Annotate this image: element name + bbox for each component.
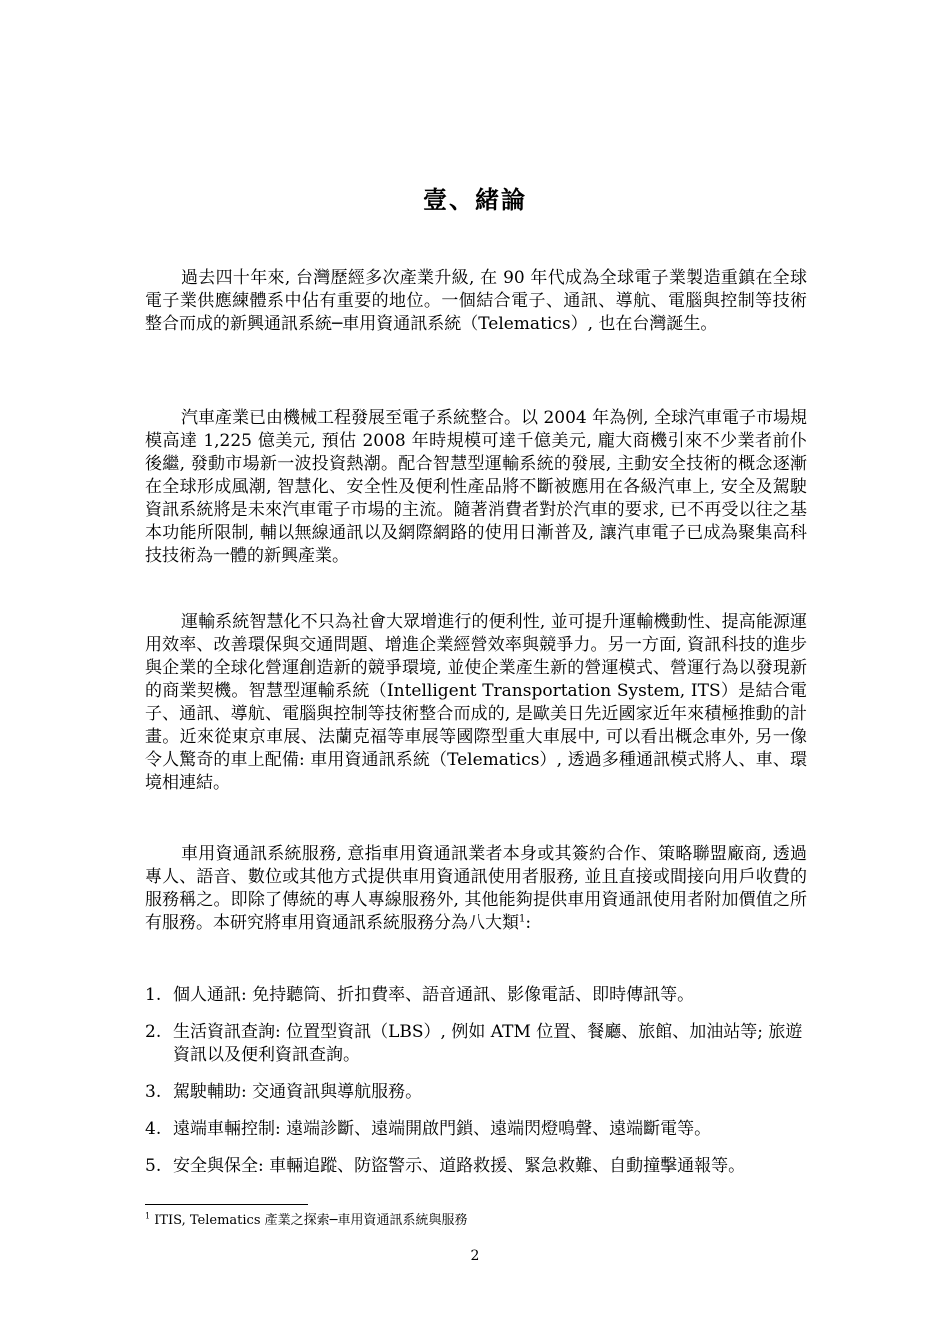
list-item	[145, 1118, 807, 1141]
list-item	[145, 1021, 807, 1067]
list-item-text: 生活資訊查詢: 位置型資訊（LBS）, 例如 ATM 位置、餐廳、旅館、加油站等; 旅遊資訊以及便利資訊查詢。	[173, 1022, 803, 1065]
footnote-reference[interactable]: 1	[519, 913, 526, 925]
paragraph-3: 運輸系統智慧化不只為社會大眾增進行的便利性, 並可提升運輸機動性、提高能源運用效率、改善環保與交通問題、增進企業經營效率與競爭力。另一方面, 資訊科技的進步與企業的全球化營運創造新的競爭環境, 並使企業產生新的營運模式、營運行為以發現新的商業契機。智慧型運輸系統（Intelligent Transportation System, ITS）是結合電子、通訊、導航、電腦與控制等技術整合而成的, 是歐美日先近國家近年來積極推動的計畫。近來從東京車展、法蘭克福等車展等國際型重大車展中, 可以看出概念車外, 另一像令人驚奇的車上配備: 車用資通訊系統（Telematics）, 透過多種通訊模式將人、車、環境相連結。	[145, 612, 807, 793]
list-item-text: 個人通訊: 免持聽筒、折扣費率、語音通訊、影像電話、即時傳訊等。	[173, 985, 695, 1005]
section-title: 壹、緒論	[423, 185, 527, 214]
paragraph-1: 過去四十年來, 台灣歷經多次產業升級, 在 90 年代成為全球電子業製造重鎮在全球電子業供應練體系中佔有重要的地位。一個結合電子、通訊、導航、電腦與控制等技術整合而成的新興通訊系統─車用資通訊系統（Telematics）, 也在台灣誕生。	[145, 268, 807, 334]
list-item-number: 1.	[145, 985, 162, 1005]
footnote-text: ITIS, Telematics 產業之探索─車用資通訊系統與服務	[154, 1213, 468, 1228]
list-item-text: 安全與保全: 車輛追蹤、防盜警示、道路救援、緊急救難、自動撞擊通報等。	[173, 1156, 746, 1176]
page-number: 2	[470, 1248, 480, 1264]
paragraph-4	[145, 843, 807, 935]
list-item	[145, 984, 807, 1007]
list-item-text: 遠端車輛控制: 遠端診斷、遠端開啟門鎖、遠端閃燈鳴聲、遠端斷電等。	[173, 1119, 712, 1139]
list-item-number: 4.	[145, 1119, 162, 1139]
footnote	[145, 1212, 807, 1230]
list-item-number: 3.	[145, 1082, 162, 1102]
paragraph-4-text: 車用資通訊系統服務, 意指車用資通訊業者本身或其簽約合作、策略聯盟廠商, 透過專人、語音、數位或其他方式提供車用資通訊使用者服務, 並且直接或間接向用戶收費的服務稱之。即除了傳統的專人專線服務外, 其他能夠提供車用資通訊使用者附加價值之所有服務。本研究將車用資通訊系統服務分為八大類	[145, 844, 807, 933]
list-item	[145, 1155, 807, 1178]
list-item-number: 2.	[145, 1022, 162, 1042]
paragraph-2: 汽車產業已由機械工程發展至電子系統整合。以 2004 年為例, 全球汽車電子市場規模高達 1,225 億美元, 預估 2008 年時規模可達千億美元, 龐大商機引來不少業者前仆後繼, 發動市場新一波投資熱潮。配合智慧型運輸系統的發展, 主動安全技術的概念逐漸在全球形成風潮, 智慧化、安全性及便利性產品將不斷被應用在各級汽車上, 安全及駕駛資訊系統將是未來汽車電子市場的主流。隨著消費者對於汽車的要求, 已不再受以往之基本功能所限制, 輔以無線通訊以及網際網路的使用日漸普及, 讓汽車電子已成為聚集高科技技術為一體的新興產業。	[145, 408, 807, 566]
list-item	[145, 1081, 807, 1104]
list-item-number: 5.	[145, 1156, 162, 1176]
paragraph-4-end: :	[525, 913, 532, 933]
footnote-divider	[145, 1204, 308, 1205]
footnote-mark: 1	[145, 1211, 151, 1221]
list-item-text: 駕駛輔助: 交通資訊與導航服務。	[173, 1082, 423, 1102]
service-category-list	[145, 984, 807, 1192]
